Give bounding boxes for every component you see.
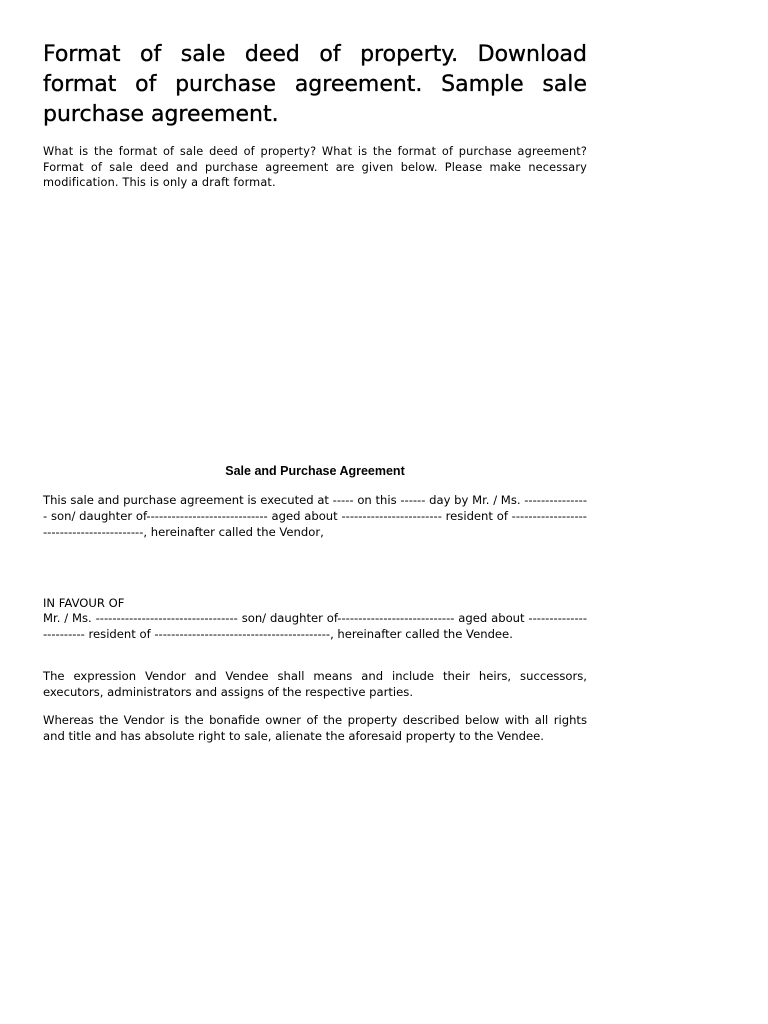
vendee-paragraph: Mr. / Ms. ---------------------------------- son/ daughter of---------------------------- aged about ------------------------ resident of ------------------------------------------, hereinafter called the Vendee.: [43, 611, 587, 642]
page-title: Format of sale deed of property. Download format of purchase agreement. Sample sale purchase agreement.: [43, 42, 587, 127]
vendor-paragraph: This sale and purchase agreement is executed at ----- on this ------ day by Mr. / Ms. ---------------- son/ daughter of----------------------------- aged about ------------------------ resident of ------------------------------------------, hereinafter called the Vendor,: [43, 493, 587, 540]
intro-paragraph: What is the format of sale deed of property? What is the format of purchase agreement? Format of sale deed and purchase agreement are given below. Please make necessary modification. This is only a draft format.: [43, 145, 587, 189]
whereas-paragraph: Whereas the Vendor is the bonafide owner of the property described below with all rights and title and has absolute right to sale, alienate the aforesaid property to the Vendee.: [43, 713, 587, 744]
expression-paragraph: The expression Vendor and Vendee shall means and include their heirs, successors, executors, administrators and assigns of the respective parties.: [43, 669, 587, 700]
agreement-heading: Sale and Purchase Agreement: [225, 464, 405, 478]
in-favour-of-label: IN FAVOUR OF: [43, 596, 125, 610]
